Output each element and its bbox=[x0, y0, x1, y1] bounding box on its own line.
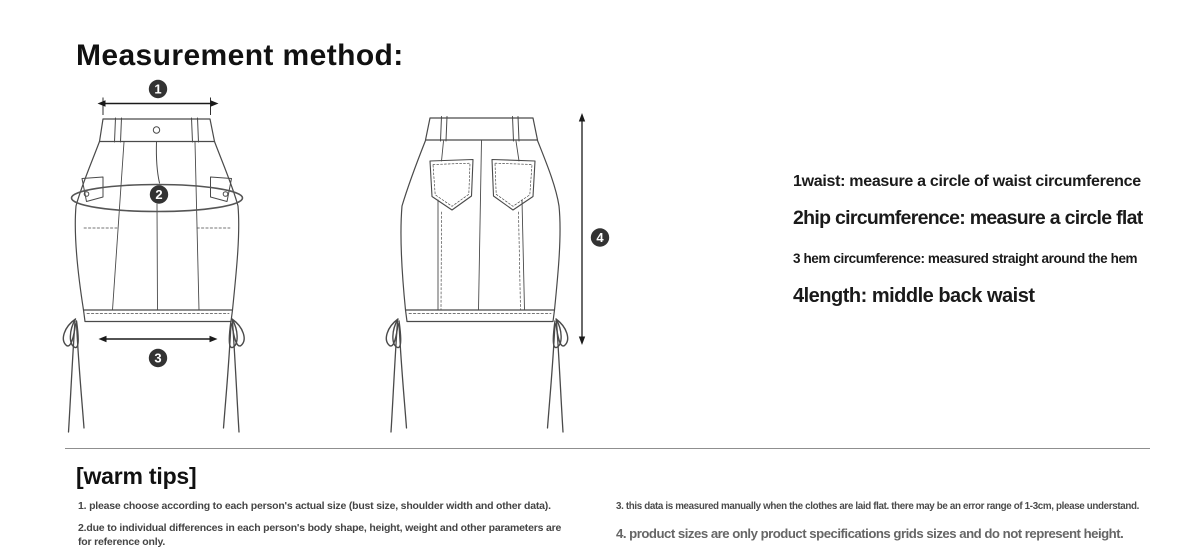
skirt-measurement-diagram bbox=[60, 70, 700, 445]
measurement-note-length: 4length: middle back waist bbox=[793, 285, 1035, 307]
marker-2 bbox=[150, 185, 168, 203]
measurement-note-hem: 3 hem circumference: measured straight around the hem bbox=[793, 251, 1138, 266]
waist-arrow bbox=[98, 98, 219, 116]
warm-tip-3: 3. this data is measured manually when the clothes are laid flat. there may be an error range of 1-3cm, please understand. bbox=[616, 501, 1139, 512]
section-divider bbox=[65, 448, 1150, 449]
svg-text:1: 1 bbox=[154, 81, 162, 97]
measurement-note-waist: 1waist: measure a circle of waist circumference bbox=[793, 173, 1141, 190]
marker-3 bbox=[149, 349, 167, 367]
warm-tip-4: 4. product sizes are only product specifications grids sizes and do not represent height. bbox=[616, 526, 1124, 541]
hem-arrow bbox=[99, 336, 218, 342]
marker-4 bbox=[591, 228, 609, 246]
svg-text:4: 4 bbox=[596, 230, 604, 246]
skirt-back-view bbox=[386, 117, 567, 433]
warm-tips-heading: [warm tips] bbox=[76, 463, 197, 489]
page-title: Measurement method: bbox=[76, 39, 404, 72]
svg-text:2: 2 bbox=[155, 187, 163, 203]
marker-1 bbox=[149, 80, 167, 98]
length-arrow bbox=[579, 113, 585, 345]
svg-text:3: 3 bbox=[154, 350, 162, 366]
measurement-note-hip: 2hip circumference: measure a circle flat bbox=[793, 207, 1143, 229]
skirt-front-view bbox=[63, 118, 244, 432]
warm-tip-1: 1. please choose according to each person's actual size (bust size, shoulder width and other data). bbox=[78, 500, 551, 512]
warm-tip-2: 2.due to individual differences in each person's body shape, height, weight and other parameters are for reference only. bbox=[78, 522, 562, 548]
